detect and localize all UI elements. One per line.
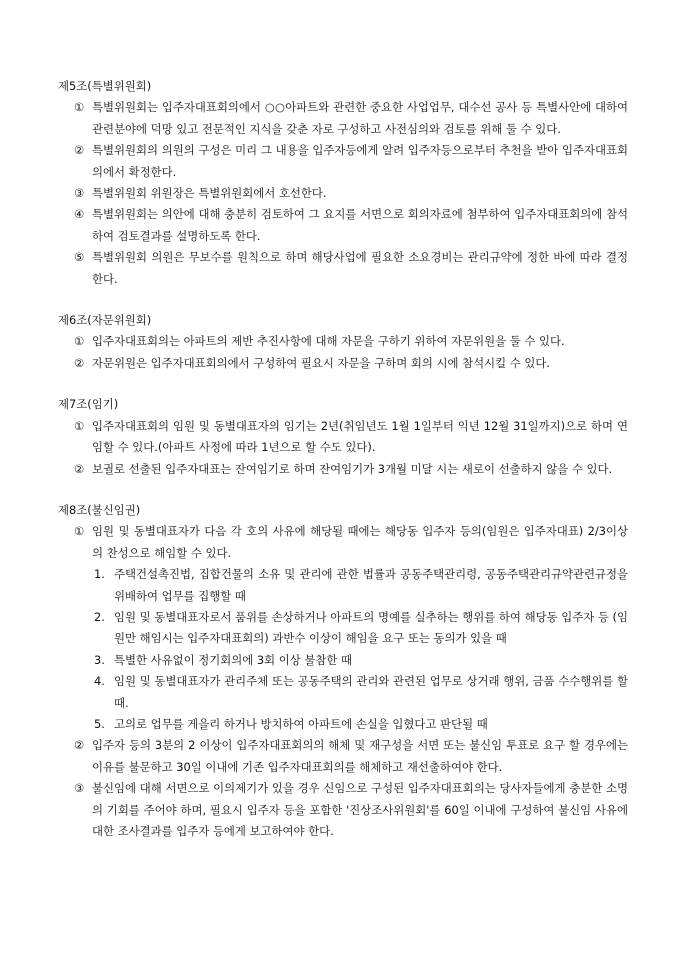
article-title: 제6조(자문위원회) bbox=[58, 313, 152, 328]
paragraph-number: ⑤ bbox=[74, 250, 85, 265]
item-text: 고의로 업무를 게을리 하거나 방치하여 아파트에 손실을 입혔다고 판단될 때 bbox=[114, 716, 488, 731]
paragraph bbox=[74, 183, 628, 204]
sub-item-list bbox=[58, 564, 628, 735]
paragraph bbox=[74, 416, 628, 459]
paragraph-number: ① bbox=[74, 334, 85, 349]
list-item bbox=[94, 714, 628, 735]
paragraph-number: ① bbox=[74, 100, 85, 115]
item-number: 5. bbox=[94, 716, 105, 731]
list-item bbox=[94, 564, 628, 607]
paragraph bbox=[74, 459, 628, 480]
paragraph-number: ② bbox=[74, 461, 85, 476]
item-number: 3. bbox=[94, 652, 105, 667]
article-spacer bbox=[58, 290, 628, 310]
article-title: 제5조(특별위원회) bbox=[58, 79, 152, 93]
paragraph-text: 특별위원회는 의안에 대해 충분히 검토하여 그 요지를 서면으로 회의자료에 첨부하여 입주자대표회의에 참석하여 검토결과를 설명하도록 한다. bbox=[92, 207, 628, 243]
paragraph bbox=[74, 331, 628, 352]
item-number: 4. bbox=[94, 674, 105, 689]
paragraph-number: ④ bbox=[74, 207, 85, 222]
paragraph-text: 입주자대표회의 임원 및 동별대표자의 임기는 2년(취임년도 1월 1일부터 익년 12월 31일까지)으로 하며 연임할 수 있다.(아파트 사정에 따라 1년으로 할 수도 있다). bbox=[92, 418, 628, 455]
list-item bbox=[94, 650, 628, 671]
article-title: 제8조(불신임권) bbox=[58, 502, 141, 517]
item-text: 주택건설촉진법, 집합건물의 소유 및 관리에 관한 법률과 공동주택관리령, 공동주택관리규약관련규정을 위배하여 업무를 집행할 때 bbox=[114, 567, 628, 603]
paragraph-text: 특별위원회 의원은 무보수를 원칙으로 하며 해당사업에 필요한 소요경비는 관리규약에 정한 바에 따라 결정한다. bbox=[92, 250, 628, 286]
paragraph-text: 입주자대표회의는 아파트의 제반 추진사항에 대해 자문을 구하기 위하여 자문위원을 둘 수 있다. bbox=[92, 334, 565, 349]
paragraph-text: 보궐로 선출된 입주자대표는 잔여임기로 하며 잔여임기가 3개월 미달 시는 새로이 선출하지 않을 수 있다. bbox=[92, 461, 613, 476]
item-number: 2. bbox=[94, 609, 105, 624]
paragraph bbox=[74, 204, 628, 247]
paragraph-number: ② bbox=[74, 738, 85, 753]
paragraph-text: 자문위원은 입주자대표회의에서 구성하여 필요시 자문을 구하며 회의 시에 참석시킬 수 있다. bbox=[92, 355, 550, 370]
article-6 bbox=[58, 310, 628, 374]
list-item bbox=[94, 671, 628, 714]
article-spacer bbox=[58, 480, 628, 500]
article-spacer bbox=[58, 374, 628, 394]
paragraph-text: 특별위원회는 입주자대표회의에서 ○○아파트와 관련한 중요한 사업업무, 대수선 공사 등 특별사안에 대하여 관련분야에 덕망 있고 전문적인 지식을 갖춘 자로 구성하고 사전심의와 검토를 위해 둘 수 있다. bbox=[92, 100, 628, 136]
item-text: 임원 및 동별대표자로서 품위를 손상하거나 아파트의 명예를 실추하는 행위를 하여 해당동 입주자 등 (임원만 해임시는 입주자대표회의) 과반수 이상이 해임을 요구 또는 동의가 있을 때 bbox=[114, 609, 628, 646]
paragraph-text: 입주자 등의 3분의 2 이상이 입주자대표회의의 해체 및 재구성을 서면 또는 불신임 투표로 요구 할 경우에는 이유를 불문하고 30일 이내에 기존 입주자대표회의를 해체하고 재선출하여야 한다. bbox=[92, 738, 628, 774]
paragraph bbox=[74, 247, 628, 290]
paragraph-number: ③ bbox=[74, 781, 85, 796]
paragraph bbox=[74, 521, 628, 564]
paragraph-number: ① bbox=[74, 524, 85, 539]
paragraph-text: 임원 및 동별대표자가 다음 각 호의 사유에 해당될 때에는 해당동 입주자 등의(임원은 입주자대표) 2/3이상의 찬성으로 해임할 수 있다. bbox=[92, 524, 628, 560]
paragraph-text: 불신임에 대해 서면으로 이의제기가 있을 경우 신임으로 구성된 입주자대표회의는 당사자들에게 충분한 소명의 기회를 주어야 하며, 필요시 입주자 등을 포함한 '진상조사위원회'를 60일 이내에 구성하여 불신임 사유에 대한 조사결과를 입주자 등에게 보고하여야 한다. bbox=[92, 781, 628, 838]
paragraph-number: ① bbox=[74, 418, 85, 433]
paragraph bbox=[74, 140, 628, 183]
item-text: 임원 및 동별대표자가 관리주체 또는 공동주택의 관리와 관련된 업무로 상거래 행위, 금품 수수행위를 할 때. bbox=[114, 674, 628, 710]
paragraph bbox=[74, 97, 628, 140]
paragraph-number: ② bbox=[74, 143, 85, 158]
article-7 bbox=[58, 394, 628, 480]
paragraph-text: 특별위원회의 의원의 구성은 미리 그 내용을 입주자등에게 알려 입주자등으로부터 추천을 받아 입주자대표회의에서 확정한다. bbox=[92, 143, 628, 179]
article-5 bbox=[58, 76, 628, 290]
article-title: 제7조(임기) bbox=[58, 397, 119, 412]
paragraph bbox=[74, 735, 628, 778]
article-8 bbox=[58, 500, 628, 843]
paragraph-text: 특별위원회 위원장은 특별위원회에서 호선한다. bbox=[92, 186, 327, 201]
paragraph-number: ③ bbox=[74, 186, 85, 201]
item-number: 1. bbox=[94, 567, 105, 582]
paragraph bbox=[74, 353, 628, 374]
item-text: 특별한 사유없이 정기회의에 3회 이상 불참한 때 bbox=[114, 652, 353, 667]
paragraph-number: ② bbox=[74, 355, 85, 370]
paragraph bbox=[74, 778, 628, 842]
list-item bbox=[94, 607, 628, 650]
